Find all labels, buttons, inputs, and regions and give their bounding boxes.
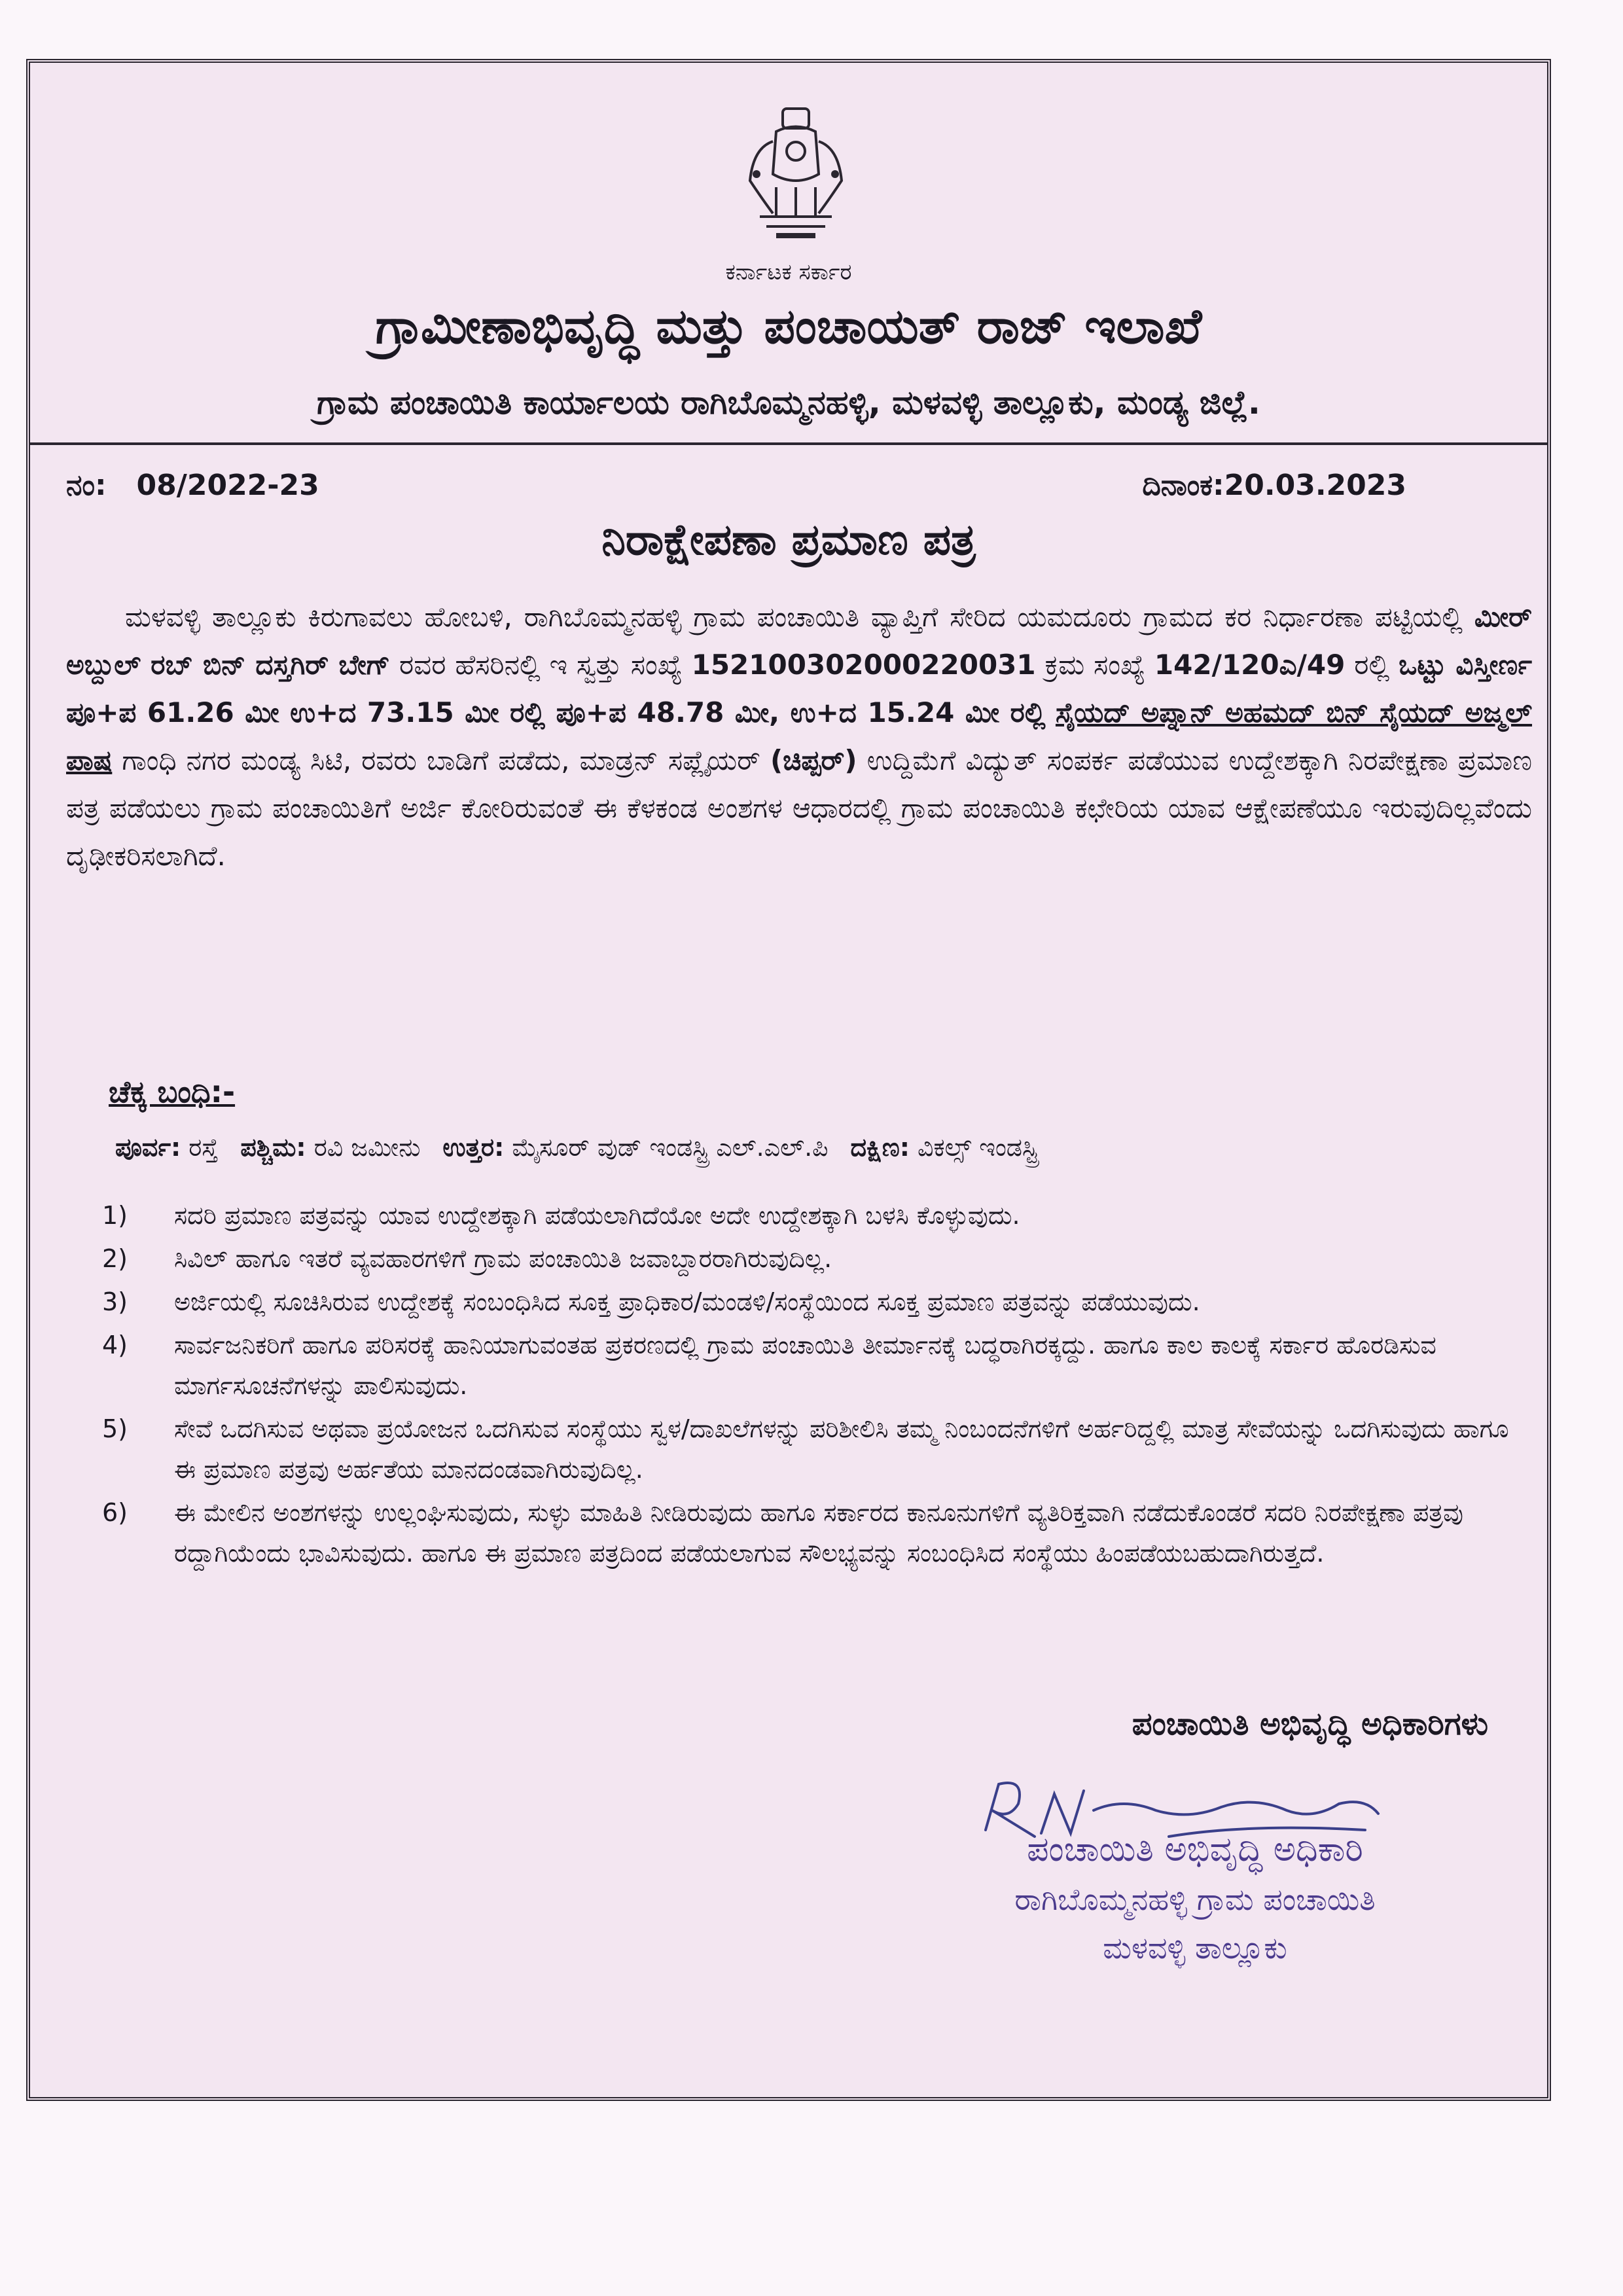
reference-number (66, 469, 319, 502)
body-text-2: ರವರ ಹೆಸರಿನಲ್ಲಿ ಇ ಸ್ವತ್ತು ಸಂಖ್ಯೆ (399, 649, 683, 681)
stamp-line-3: ಮಳವಳ್ಳಿ ತಾಲ್ಲೂಕು (1103, 1930, 1287, 1965)
list-item: 4) ಸಾರ್ವಜನಿಕರಿಗೆ ಹಾಗೂ ಪರಿಸರಕ್ಕೆ ಹಾನಿಯಾಗುವಂತಹ ಪ್ರಕರಣದಲ್ಲಿ ಗ್ರಾಮ ಪಂಚಾಯಿತಿ ತೀರ್ಮಾನಕ್ಕೆ ಬದ್ಧರಾಗಿರಕ್ಕದ್ದು. ಹಾಗೂ ಕಾಲ ಕಾಲಕ್ಕೆ ಸರ್ಕಾರ ಹೊರಡಿಸುವ ಮಾರ್ಗಸೂಚನೆಗಳನ್ನು ಪಾಲಿಸುವುದು. (102, 1331, 1436, 1400)
office-stamp (920, 1830, 1470, 1967)
property-number: 152100302000220031 (691, 649, 1036, 681)
body-text-5: ಗಾಂಧಿ ನಗರ ಮಂಡ್ಯ ಸಿಟಿ, ರವರು ಬಾಡಿಗೆ ಪಡೆದು, ಮಾಡ್ರನ್ ಸಪ್ಲೈಯರ್ (122, 744, 760, 776)
date-value: 20.03.2023 (1224, 469, 1406, 502)
list-item: 2) ಸಿವಿಲ್ ಹಾಗೂ ಇತರೆ ವ್ಯವಹಾರಗಳಿಗೆ ಗ್ರಾಮ ಪಂಚಾಯಿತಿ ಜವಾಬ್ದಾರರಾಗಿರುವುದಿಲ್ಲ. (102, 1244, 832, 1273)
unit-name: (ಚಿಪ್ಪರ್) (770, 744, 857, 776)
boundary-east: ಪೂರ್ವ: ರಸ್ತೆ (115, 1133, 219, 1162)
boundary-north: ಉತ್ತರ: ಮೈಸೂರ್ ವುಡ್ ಇಂಡಸ್ಟ್ರಿ ಎಲ್.ಎಲ್.ಪಿ (442, 1133, 829, 1162)
signatory-title: ಪಂಚಾಯಿತಿ ಅಭಿವೃದ್ಧಿ ಅಧಿಕಾರಿಗಳು (1132, 1706, 1488, 1742)
owner-name: ಮೀರ್ ಅಬ್ದುಲ್ ರಬ್ ಬಿನ್ ದಸ್ತಗಿರ್ ಬೇಗ್ (66, 601, 1532, 681)
office-address: ಗ್ರಾಮ ಪಂಚಾಯಿತಿ ಕಾರ್ಯಾಲಯ ರಾಗಿಬೊಮ್ಮನಹಳ್ಳಿ, ಮಳವಳ್ಳಿ ತಾಲ್ಲೂಕು, ಮಂಡ್ಯ ಜಿಲ್ಲೆ. (317, 384, 1260, 422)
list-item: 3) ಅರ್ಜಿಯಲ್ಲಿ ಸೂಚಿಸಿರುವ ಉದ್ದೇಶಕ್ಕೆ ಸಂಬಂಧಿಸಿದ ಸೂಕ್ತ ಪ್ರಾಧಿಕಾರ/ಮಂಡಳಿ/ಸಂಸ್ಥೆಯಿಂದ ಸೂಕ್ತ ಪ್ರಮಾಣ ಪತ್ರವನ್ನು ಪಡೆಯುವುದು. (102, 1287, 1200, 1316)
list-item: 5) ಸೇವೆ ಒದಗಿಸುವ ಅಥವಾ ಪ್ರಯೋಜನ ಒದಗಿಸುವ ಸಂಸ್ಥೆಯು ಸ್ವಳ/ದಾಖಲೆಗಳನ್ನು ಪರಿಶೀಲಿಸಿ ತಮ್ಮ ನಿಂಬಂದನೆಗಳಿಗೆ ಅರ್ಹರಿದ್ದಲ್ಲಿ ಮಾತ್ರ ಸೇವೆಯನ್ನು ಒದಗಿಸುವುದು ಹಾಗೂ ಈ ಪ್ರಮಾಣ ಪತ್ರವು ಅರ್ಹತೆಯ ಮಾನದಂಡವಾಗಿರುವುದಿಲ್ಲ. (102, 1414, 1509, 1484)
boundary-south: ದಕ್ಷಿಣ: ವಿಕಲ್ಸ್ ಇಂಡಸ್ಟ್ರಿ (850, 1133, 1039, 1162)
stamp-line-1: ಪಂಚಾಯಿತಿ ಅಭಿವೃದ್ಧಿ ಅಧಿಕಾರಿ (1027, 1830, 1363, 1869)
document-page (26, 59, 1551, 2101)
stamp-line-2: ರಾಗಿಬೊಮ್ಮನಹಳ್ಳಿ ಗ್ರಾಮ ಪಂಚಾಯಿತಿ (1014, 1882, 1376, 1917)
certificate-body (66, 593, 1532, 880)
header-divider (30, 442, 1547, 445)
document-date (1142, 469, 1406, 502)
applicant-name: ಸೈಯದ್ ಅಪ್ನಾನ್ ಅಹಮದ್ ಬಿನ್ ಸೈಯದ್ ಅಜ್ಮಲ್ ಪಾಷ (66, 696, 1533, 776)
department-heading: ಗ್ರಾಮೀಣಾಭಿವೃದ್ಧಿ ಮತ್ತು ಪಂಚಾಯತ್ ರಾಜ್ ಇಲಾಖೆ (375, 298, 1202, 355)
body-text-1: ಮಳವಳ್ಳಿ ತಾಲ್ಲೂಕು ಕಿರುಗಾವಲು ಹೋಬಳಿ, ರಾಗಿಬೊಮ್ಮನಹಳ್ಳಿ ಗ್ರಾಮ ಪಂಚಾಯಿತಿ ವ್ಯಾಪ್ತಿಗೆ ಸೇರಿದ ಯಮದೂರು ಗ್ರಾಮದ ಕರ ನಿರ್ಧಾರಣಾ ಪಟ್ಟಿಯಲ್ಲಿ (125, 601, 1463, 633)
government-name: ಕರ್ನಾಟಕ ಸರ್ಕಾರ (725, 259, 852, 285)
date-label: ದಿನಾಂಕ: (1142, 469, 1224, 502)
document-title: ನಿರಾಕ್ಷೇಪಣಾ ಪ್ರಮಾಣ ಪತ್ರ (601, 514, 976, 565)
boundary-heading: ಚೆಕ್ಕ ಬಂಧಿ:- (109, 1074, 236, 1109)
reference-label: ನಂ: (66, 469, 107, 502)
list-item: 6) ಈ ಮೇಲಿನ ಅಂಶಗಳನ್ನು ಉಲ್ಲಂಘಿಸುವುದು, ಸುಳ್ಳು ಮಾಹಿತಿ ನೀಡಿರುವುದು ಹಾಗೂ ಸರ್ಕಾರದ ಕಾನೂನುಗಳಿಗೆ ವ್ಯತಿರಿಕ್ತವಾಗಿ ನಡೆದುಕೊಂಡರೆ ಸದರಿ ನಿರಪೇಕ್ಷಣಾ ಪತ್ರವು ರದ್ದಾಗಿಯೆಂದು ಭಾವಿಸುವುದು. ಹಾಗೂ ಈ ಪ್ರಮಾಣ ಪತ್ರದಿಂದ ಪಡೆಯಲಾಗುವ ಸೌಲಭ್ಯವನ್ನು ಸಂಬಂಧಿಸಿದ ಸಂಸ್ಥೆಯು ಹಿಂಪಡೆಯಬಹುದಾಗಿರುತ್ತದೆ. (102, 1498, 1464, 1568)
karnataka-emblem-icon (737, 102, 855, 253)
list-item: 1) ಸದರಿ ಪ್ರಮಾಣ ಪತ್ರವನ್ನು ಯಾವ ಉದ್ದೇಶಕ್ಕಾಗಿ ಪಡೆಯಲಾಗಿದೆಯೋ ಅದೇ ಉದ್ದೇಶಕ್ಕಾಗಿ ಬಳಸಿ ಕೊಳ್ಳುವುದು. (102, 1201, 1020, 1230)
body-text-4: ರಲ್ಲಿ (1354, 649, 1390, 681)
boundary-list (115, 1133, 1535, 1162)
conditions-list (102, 1195, 1516, 1576)
plot-dimensions: ಒಟ್ಟು ವಿಸ್ತೀರ್ಣ ಪೂ+ಪ 61.26 ಮೀ ಉ+ದ 73.15 ಮೀ ರಲ್ಲಿ ಪೂ+ಪ 48.78 ಮೀ, ಉ+ದ 15.24 ಮೀ ರಲ್ಲಿ (66, 649, 1532, 728)
serial-number: 142/120ಎ/49 (1154, 649, 1346, 681)
reference-value: 08/2022-23 (136, 469, 319, 502)
boundary-west: ಪಶ್ಚಿಮ: ರವಿ ಜಮೀನು (240, 1133, 421, 1162)
body-text-6: ಉದ್ದಿಮೆಗೆ ವಿದ್ಯುತ್ ಸಂಪರ್ಕ ಪಡೆಯುವ ಉದ್ದೇಶಕ್ಕಾಗಿ ನಿರಪೇಕ್ಷಣಾ ಪ್ರಮಾಣ ಪತ್ರ ಪಡೆಯಲು ಗ್ರಾಮ ಪಂಚಾಯಿತಿಗೆ ಅರ್ಜಿ ಕೋರಿರುವಂತೆ ಈ ಕೆಳಕಂಡ ಅಂಶಗಳ ಆಧಾರದಲ್ಲಿ ಗ್ರಾಮ ಪಂಚಾಯಿತಿ ಕಛೇರಿಯ ಯಾವ ಆಕ್ಷೇಪಣೆಯೂ ಇರುವುದಿಲ್ಲವೆಂದು ದೃಢೀಕರಿಸಲಾಗಿದೆ. (66, 744, 1532, 872)
body-text-3: ಕ್ರಮ ಸಂಖ್ಯೆ (1044, 649, 1146, 681)
